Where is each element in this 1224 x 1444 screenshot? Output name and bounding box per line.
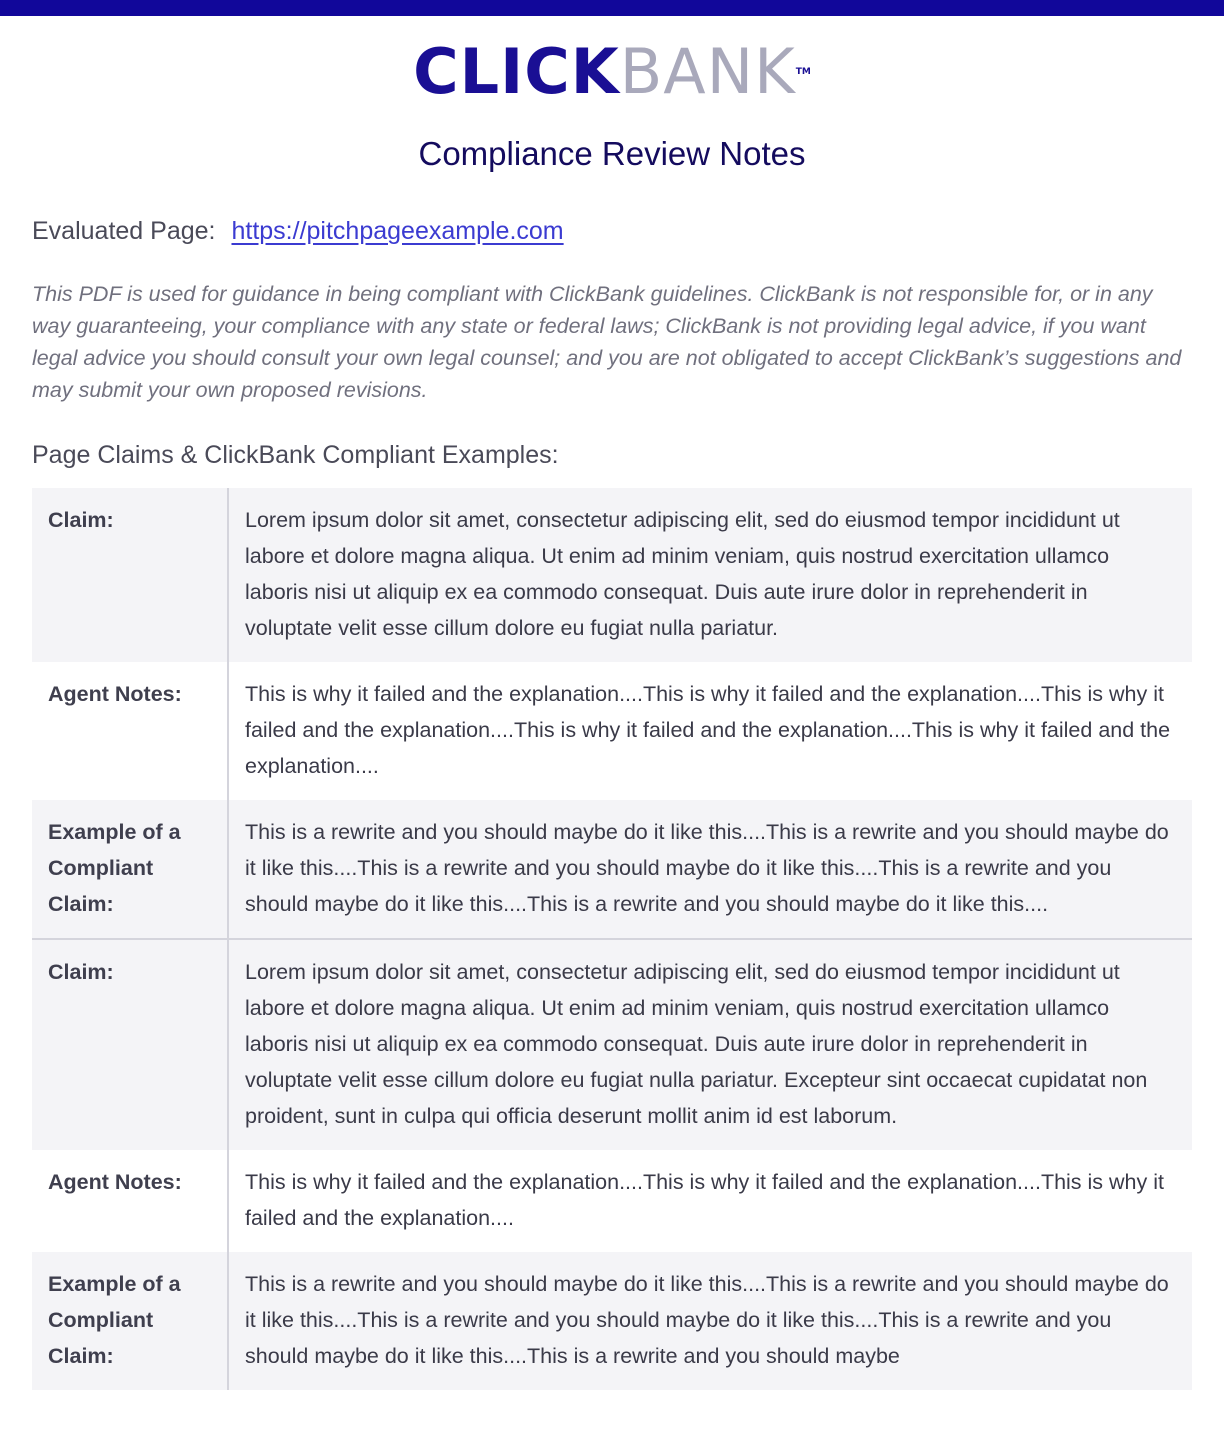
claim-row [32, 939, 1192, 1150]
evaluated-page-label: Evaluated Page: [32, 217, 216, 245]
claim-text: Lorem ipsum dolor sit amet, consectetur adipiscing elit, sed do eiusmod tempor incididunt ut labore et dolore magna aliqua. Ut enim ad minim veniam, quis nostrud exercitation ullamco laboris nisi ut aliquip ex ea commodo consequat. Duis aute irure dolor in reprehenderit in voluptate velit esse cillum dolore eu fugiat nulla pariatur. [228, 488, 1192, 662]
agent-notes-label: Agent Notes: [32, 662, 228, 800]
claim-text: Lorem ipsum dolor sit amet, consectetur adipiscing elit, sed do eiusmod tempor incididunt ut labore et dolore magna aliqua. Ut enim ad minim veniam, quis nostrud exercitation ullamco laboris nisi ut aliquip ex ea commodo consequat. Duis aute irure dolor in reprehenderit in voluptate velit esse cillum dolore eu fugiat nulla pariatur. Excepteur sint occaecat cupidatat non proident, sunt in culpa qui officia deserunt mollit anim id est laborum. [228, 939, 1192, 1150]
compliant-example-text: This is a rewrite and you should maybe do it like this....This is a rewrite and you should maybe do it like this....This is a rewrite and you should maybe do it like this....This is a rewrite and you should maybe do it like this....This is a rewrite and you should maybe [228, 1252, 1192, 1390]
claim-row [32, 488, 1192, 662]
page-title: Compliance Review Notes [418, 135, 806, 172]
section-heading: Page Claims & ClickBank Compliant Examples: [32, 441, 559, 469]
claim-label: Claim: [32, 939, 228, 1150]
logo-click-text: CLICK [413, 35, 620, 108]
top-accent-bar [0, 0, 1224, 16]
clickbank-logo [0, 36, 1224, 108]
agent-notes-text: This is why it failed and the explanation....This is why it failed and the explanation....This is why it failed and the explanation.... [245, 1170, 1164, 1230]
compliant-example-row [32, 800, 1192, 939]
compliant-example-text: This is a rewrite and you should maybe do it like this....This is a rewrite and you should maybe do it like this....This is a rewrite and you should maybe do it like this....This is a rewrite and you should maybe do it like this....This is a rewrite and you should maybe do it like this.... [228, 800, 1192, 939]
agent-notes-row [32, 1150, 1192, 1252]
logo-bank-text: BANK [619, 35, 796, 108]
claim-label: Claim: [32, 488, 228, 662]
disclaimer-text: This PDF is used for guidance in being compliant with ClickBank guidelines. ClickBank is not responsible for, or in any way guaranteeing, your compliance with any state or federal laws; ClickBank is not providing legal advice, if you want legal advice you should consult your own legal counsel; and you are not obligated to accept ClickBank’s suggestions and may submit your own proposed revisions. [32, 282, 1182, 402]
compliant-example-label: Example of a Compliant Claim: [32, 800, 228, 939]
compliant-example-label: Example of a Compliant Claim: [32, 1252, 228, 1390]
logo-trademark: TM [795, 67, 811, 77]
evaluated-page-line [32, 212, 564, 250]
compliant-example-row [32, 1252, 1192, 1390]
agent-notes-label: Agent Notes: [32, 1150, 228, 1252]
agent-notes-row [32, 662, 1192, 800]
evaluated-page-link[interactable]: https://pitchpageexample.com [231, 217, 564, 245]
agent-notes-text: This is why it failed and the explanation....This is why it failed and the explanation....This is why it failed and the explanation....This is why it failed and the explanation....This is why it failed and the explanation.... [245, 682, 1171, 778]
claims-table [32, 488, 1192, 1390]
